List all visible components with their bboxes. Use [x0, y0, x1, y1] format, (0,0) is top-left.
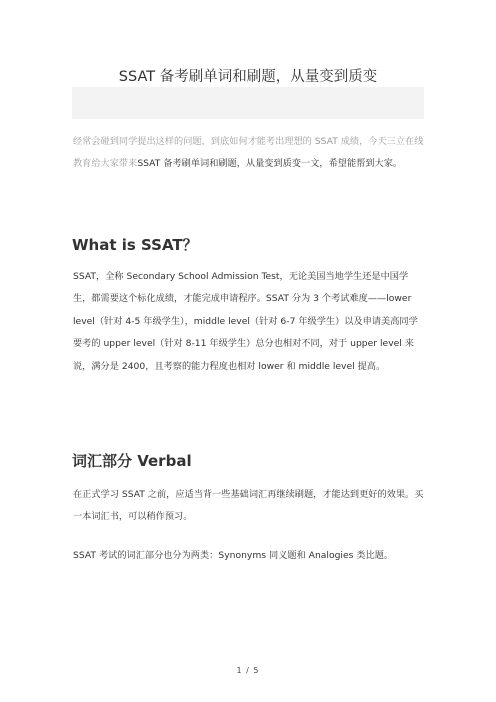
section-paragraph: SSAT，全称 Secondary School Admission Test，无论美国当地学生还是中国学生，都需要这个标化成绩，才能完成申请程序。SSAT 分为 3 个考试难度——lower level（针对 4-5 年级学生），middle level（针对 6-7 年级学生）以及申请美高同学要考的 upper level（针对 8-11 年级学生）总分也相对不同，对于 upper level 来说，满分是 2400，且考察的能力程度也相对 lower 和 middle level 提高。 [73, 271, 418, 372]
title-band [72, 87, 424, 119]
intro-muted-text: 经常会碰到同学提出这样的问题，到底如何才能考出理想的 SSAT 成绩，今天三立在线教育给大家带来 [73, 136, 424, 169]
intro-dark-text: SSAT 备考刷单词和刷题，从量变到质变一文，希望能帮到大家。 [137, 158, 403, 169]
intro-paragraph [73, 131, 425, 175]
section-heading-verbal: 词汇部分 Verbal [72, 452, 192, 470]
section-paragraph: 在正式学习 SSAT 之前，应适当背一些基础词汇再继续刷题，才能达到更好的效果。买一本词汇书，可以稍作预习。 [73, 489, 424, 523]
page-indicator: 1 / 5 [236, 666, 260, 675]
section-heading-what-is-ssat: What is SSAT？ [72, 236, 198, 254]
document-title: SSAT 备考刷单词和刷题，从量变到质变 [118, 69, 378, 85]
section-paragraph: SSAT 考试的词汇部分也分为两类：Synonyms 同义题和 Analogies 类比题。 [73, 550, 394, 561]
